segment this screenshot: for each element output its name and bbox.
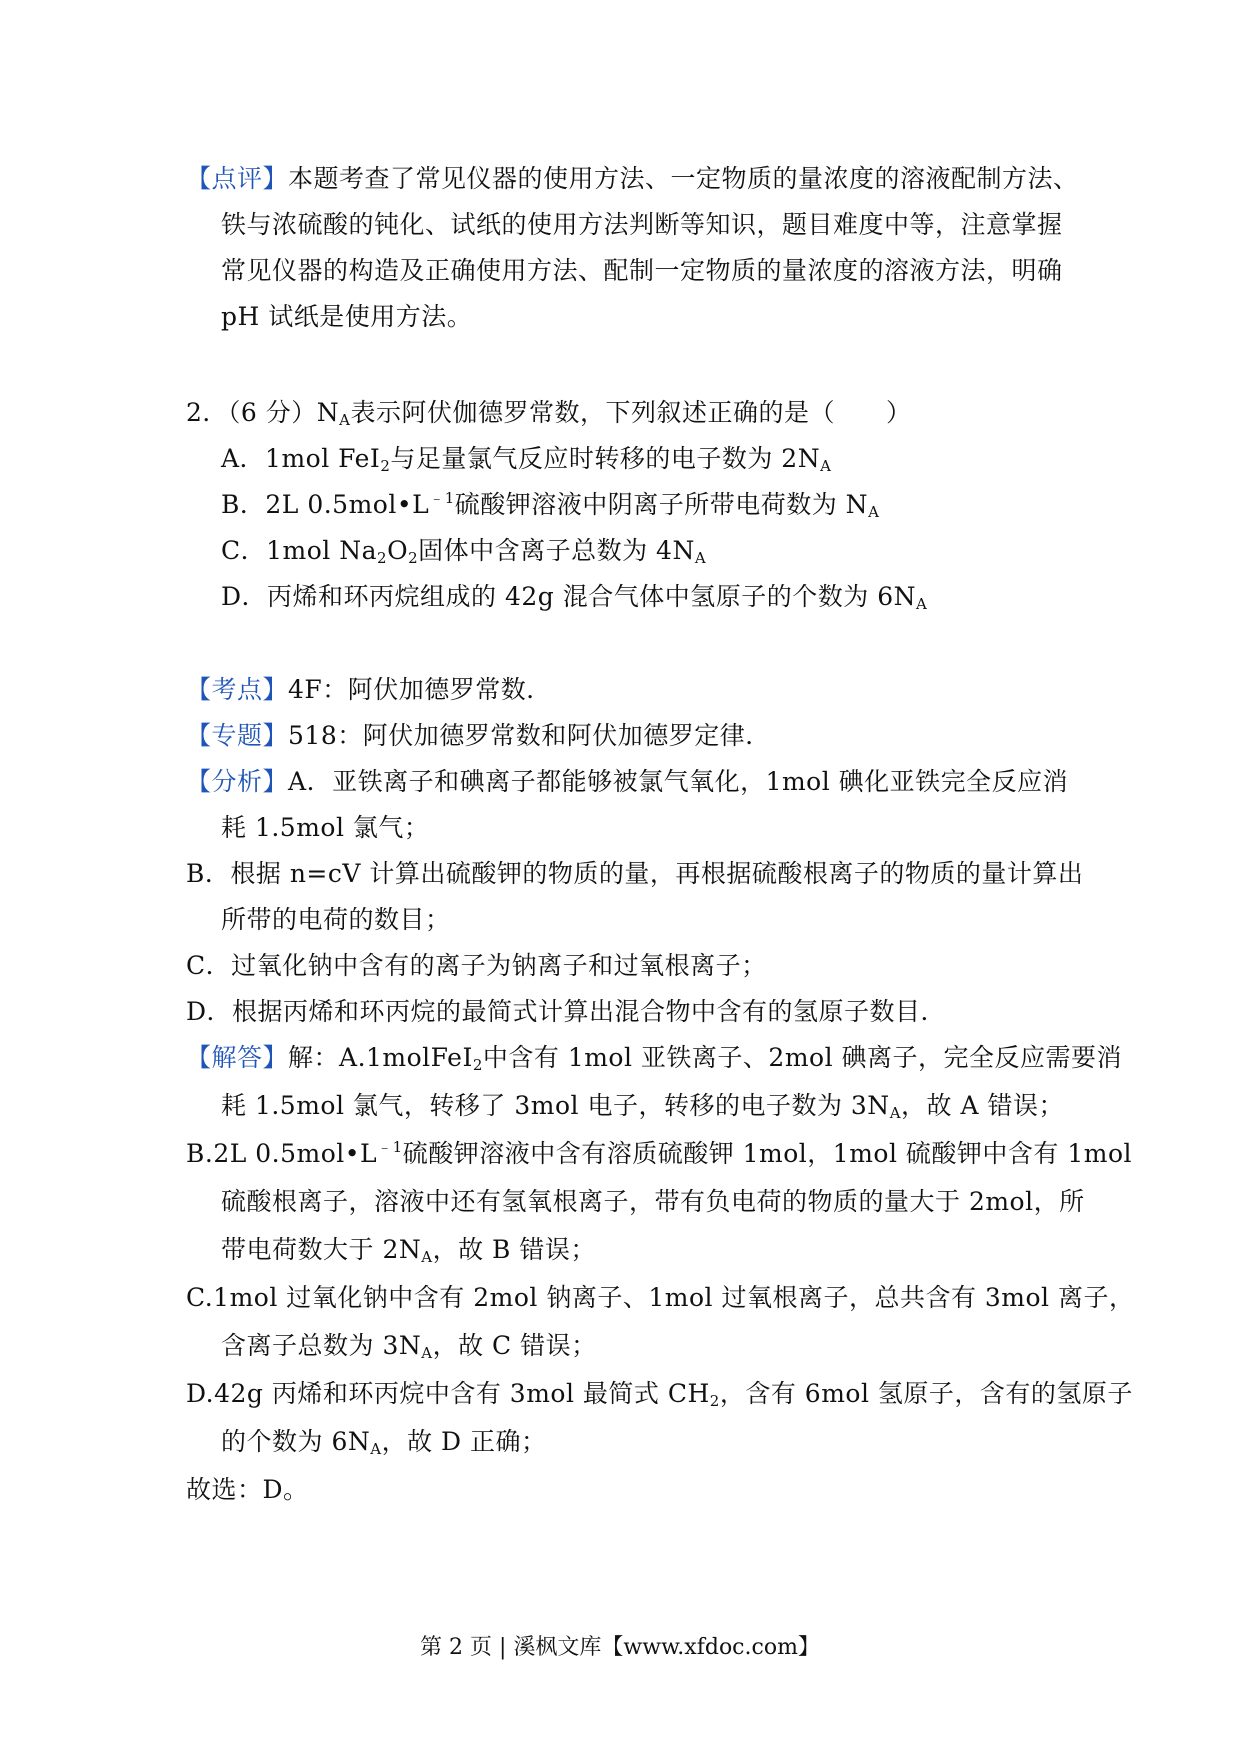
- jieda-tag: 【解答】: [186, 1043, 289, 1072]
- zhuanti-tag: 【专题】: [186, 721, 289, 750]
- kaodian-tag: 【考点】: [186, 675, 289, 704]
- page-footer: 第 2 页 | 溪枫文库【www.xfdoc.com】: [420, 1635, 820, 1660]
- fenxi-tag: 【分析】: [186, 767, 289, 796]
- review-tag: 【点评】: [186, 164, 289, 193]
- document-page: 【点评】本题考查了常见仪器的使用方法、一定物质的量浓度的溶液配制方法、 铁与浓硫酸的钝化、试纸的使用方法判断等知识，题目难度中等，注意掌握 常见仪器的构造及正确使用方法、配制一定物质的量浓度的溶液方法，明确 pH 试纸是使用方法。 2．（6 分）$N_A$表示阿伏伽德罗常数，下列叙述正确的是（ ） A．1mol FeI$_2$与足量氯气反应时转移的电子数为 $2N_A$ B．2L $0.5mol•L^{﹣1}$硫酸钾溶液中阴离子所带电荷数为 $N_A$ C．1mol $Na_2O_2$固体中含离子总数为 $4N_A$ D．丙烯和环丙烷组成的 42g 混合气体中氢原子的个数为 $6N_A$ 【考点】4F：阿伏加德罗常数． 【专题】518：阿伏加德罗常数和阿伏加德罗定律． 【分析】A．亚铁离子和碘离子都能够被氯气氧化，1mol 碘化亚铁完全反应消 耗 1.5mol 氯气； B．根据 n=cV 计算出硫酸钾的物质的量，再根据硫酸根离子的物质的量计算出 所带的电荷的数目； C．过氧化钠中含有的离子为钠离子和过氧根离子； D．根据丙烯和环丙烷的最简式计算出混合物中含有的氢原子数目． 【解答】解：A.1molFeI$_2$中含有 1mol 亚铁离子、2mol 碘离子，完全反应需要消 耗 1.5mol 氯气，转移了 3mol 电子，转移的电子数为 $3N_A$，故 A 错误； B.2L $0.5mol•L^{﹣1}$硫酸钾溶液中含有溶质硫酸钾 1mol，1mol 硫酸钾中含有 1mol 硫酸根离子，溶液中还有氢氧根离子，带有负电荷的物质的量大于 2mol，所 带电荷数大于 $2N_A$，故 B 错误； C.1mol 过氧化钠中含有 2mol 钠离子、1mol 过氧根离子，总共含有 3mol 离子， 含离子总数为 $3N_A$，故 C 错误； D.42g 丙烯和环丙烷中含有 3mol 最简式 $CH_2$，含有 6mol 氢原子，含有的氢原子 的个数为 $6N_A$，故 D 正确； 故选：D。 第 2 页 | 溪枫文库【www.xfdoc.com】: [0, 0, 1240, 1754]
